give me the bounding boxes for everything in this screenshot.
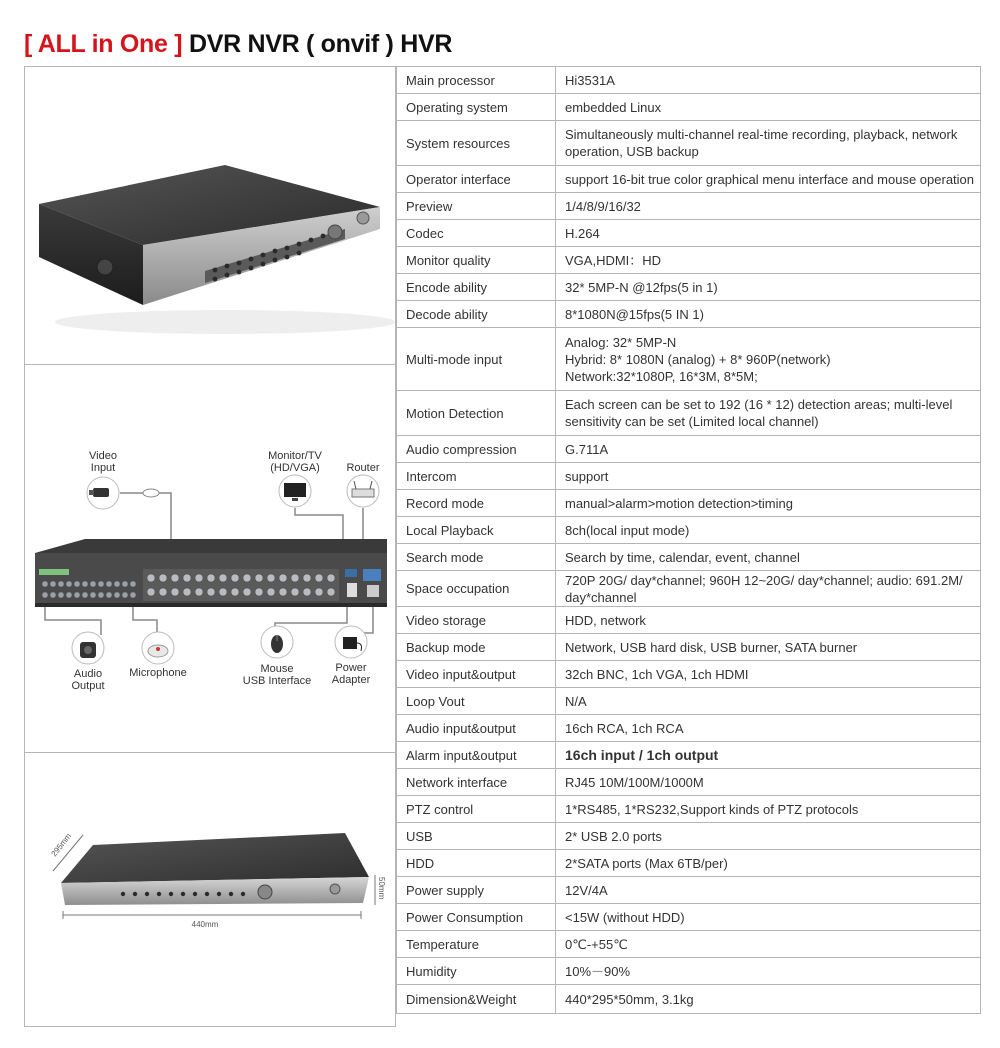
table-row bbox=[397, 436, 981, 463]
spec-label: Monitor quality bbox=[397, 247, 556, 274]
spec-label: Operating system bbox=[397, 94, 556, 121]
table-row bbox=[397, 688, 981, 715]
table-row bbox=[397, 220, 981, 247]
table-row bbox=[397, 193, 981, 220]
table-row bbox=[397, 769, 981, 796]
label-mouse-2: USB Interface bbox=[242, 675, 312, 687]
dvr-back-illustration bbox=[35, 539, 387, 607]
spec-value: 8ch(local input mode) bbox=[556, 517, 981, 544]
title-bracket: [ ALL in One ] bbox=[24, 30, 183, 58]
label-video-input-2: Input bbox=[90, 462, 116, 474]
label-power: Power bbox=[335, 662, 367, 674]
label-microphone: Microphone bbox=[129, 667, 187, 679]
table-row bbox=[397, 463, 981, 490]
spec-label: Local Playback bbox=[397, 517, 556, 544]
spec-label: Alarm input&output bbox=[397, 742, 556, 769]
mouse-icon bbox=[261, 626, 293, 658]
dim-depth: 295mm bbox=[49, 831, 74, 859]
spec-label: Space occupation bbox=[397, 571, 556, 607]
label-monitor: Monitor/TV bbox=[268, 450, 322, 462]
table-row bbox=[397, 490, 981, 517]
spec-label: Search mode bbox=[397, 544, 556, 571]
spec-label: Video input&output bbox=[397, 661, 556, 688]
device-front-panel bbox=[24, 66, 396, 365]
label-audio-output: Audio bbox=[73, 668, 103, 680]
spec-label: Intercom bbox=[397, 463, 556, 490]
table-row bbox=[397, 121, 981, 166]
speaker-icon bbox=[72, 632, 104, 664]
table-row bbox=[397, 607, 981, 634]
spec-value: manual>alarm>motion detection>timing bbox=[556, 490, 981, 517]
microphone-icon bbox=[142, 632, 174, 664]
spec-label: Power supply bbox=[397, 877, 556, 904]
spec-value: 32* 5MP-N @12fps(5 in 1) bbox=[556, 274, 981, 301]
connection-diagram-panel bbox=[24, 364, 396, 753]
spec-label: USB bbox=[397, 823, 556, 850]
spec-label: PTZ control bbox=[397, 796, 556, 823]
table-row bbox=[397, 823, 981, 850]
label-video-input: Video bbox=[89, 450, 117, 462]
table-row bbox=[397, 94, 981, 121]
table-row bbox=[397, 391, 981, 436]
product-images bbox=[24, 66, 396, 1026]
label-monitor-2: (HD/VGA) bbox=[270, 462, 320, 474]
table-row bbox=[397, 742, 981, 769]
label-power-2: Adapter bbox=[331, 674, 371, 686]
table-row bbox=[397, 715, 981, 742]
spec-value: Hi3531A bbox=[556, 67, 981, 94]
spec-value: 2*SATA ports (Max 6TB/per) bbox=[556, 850, 981, 877]
spec-value: embedded Linux bbox=[556, 94, 981, 121]
spec-value: Simultaneously multi-channel real-time recording, playback, network operation, USB backup bbox=[556, 121, 981, 166]
table-row bbox=[397, 166, 981, 193]
spec-value: 1*RS485, 1*RS232,Support kinds of PTZ protocols bbox=[556, 796, 981, 823]
spec-label: Codec bbox=[397, 220, 556, 247]
label-audio-output-2: Output bbox=[71, 680, 105, 692]
table-row bbox=[397, 985, 981, 1014]
spec-label: Audio input&output bbox=[397, 715, 556, 742]
table-row bbox=[397, 67, 981, 94]
table-row bbox=[397, 796, 981, 823]
spec-label: Motion Detection bbox=[397, 391, 556, 436]
spec-value: N/A bbox=[556, 688, 981, 715]
spec-value: HDD, network bbox=[556, 607, 981, 634]
spec-label: Audio compression bbox=[397, 436, 556, 463]
table-row bbox=[397, 958, 981, 985]
spec-value: 16ch RCA, 1ch RCA bbox=[556, 715, 981, 742]
spec-value: 0℃-+55℃ bbox=[556, 931, 981, 958]
table-row bbox=[397, 544, 981, 571]
spec-label: Record mode bbox=[397, 490, 556, 517]
table-row bbox=[397, 274, 981, 301]
spec-value: 16ch input / 1ch output bbox=[556, 742, 981, 769]
spec-table bbox=[396, 66, 981, 1014]
spec-label: Loop Vout bbox=[397, 688, 556, 715]
spec-value: Network, USB hard disk, USB burner, SATA burner bbox=[556, 634, 981, 661]
spec-label: HDD bbox=[397, 850, 556, 877]
spec-value: 2* USB 2.0 ports bbox=[556, 823, 981, 850]
connection-diagram bbox=[25, 365, 395, 752]
spec-value: 720P 20G/ day*channel; 960H 12~20G/ day*channel; audio: 691.2M/ day*channel bbox=[556, 571, 981, 607]
spec-value: H.264 bbox=[556, 220, 981, 247]
table-row bbox=[397, 328, 981, 391]
spec-value: 12V/4A bbox=[556, 877, 981, 904]
spec-value: 1/4/8/9/16/32 bbox=[556, 193, 981, 220]
spec-value: support 16-bit true color graphical menu interface and mouse operation bbox=[556, 166, 981, 193]
spec-label: Backup mode bbox=[397, 634, 556, 661]
spec-value: 8*1080N@15fps(5 IN 1) bbox=[556, 301, 981, 328]
camera-icon bbox=[87, 477, 119, 509]
spec-value: VGA,HDMI：HD bbox=[556, 247, 981, 274]
table-row bbox=[397, 931, 981, 958]
spec-value: Each screen can be set to 192 (16 * 12) detection areas; multi-level sensitivity can be set (Limited local channel) bbox=[556, 391, 981, 436]
table-row bbox=[397, 661, 981, 688]
table-row bbox=[397, 904, 981, 931]
spec-value: support bbox=[556, 463, 981, 490]
spec-value-line: Network:32*1080P, 16*3M, 8*5M; bbox=[565, 368, 758, 384]
spec-label: Humidity bbox=[397, 958, 556, 985]
dimensions-panel bbox=[24, 752, 396, 1027]
spec-label: Encode ability bbox=[397, 274, 556, 301]
monitor-icon bbox=[279, 475, 311, 507]
spec-label: Video storage bbox=[397, 607, 556, 634]
spec-label: Temperature bbox=[397, 931, 556, 958]
spec-label: Network interface bbox=[397, 769, 556, 796]
spec-value-line: Hybrid: 8* 1080N (analog) + 8* 960P(network) bbox=[565, 351, 831, 367]
spec-value: G.711A bbox=[556, 436, 981, 463]
power-adapter-icon bbox=[335, 626, 367, 658]
dimension-illustration bbox=[25, 753, 395, 1026]
spec-label: Multi-mode input bbox=[397, 328, 556, 391]
spec-label: Dimension&Weight bbox=[397, 985, 556, 1014]
spec-value: 440*295*50mm, 3.1kg bbox=[556, 985, 981, 1014]
dim-width: 440mm bbox=[191, 920, 219, 929]
table-row bbox=[397, 571, 981, 607]
label-mouse: Mouse bbox=[260, 663, 294, 675]
table-row bbox=[397, 634, 981, 661]
spec-label: Main processor bbox=[397, 67, 556, 94]
label-router: Router bbox=[346, 462, 380, 474]
spec-value bbox=[556, 328, 981, 391]
page-title bbox=[24, 28, 452, 60]
spec-label: Decode ability bbox=[397, 301, 556, 328]
table-row bbox=[397, 850, 981, 877]
table-row bbox=[397, 247, 981, 274]
dvr-front-illustration bbox=[25, 67, 395, 364]
spec-value: Search by time, calendar, event, channel bbox=[556, 544, 981, 571]
dim-height: 50mm bbox=[377, 877, 386, 900]
spec-label: System resources bbox=[397, 121, 556, 166]
spec-value: RJ45 10M/100M/1000M bbox=[556, 769, 981, 796]
spec-label: Preview bbox=[397, 193, 556, 220]
title-main: DVR NVR ( onvif ) HVR bbox=[188, 30, 453, 58]
router-icon bbox=[347, 475, 379, 507]
spec-value-line: Analog: 32* 5MP-N bbox=[565, 334, 677, 350]
spec-value: 10%－90% bbox=[556, 958, 981, 985]
spec-value: 32ch BNC, 1ch VGA, 1ch HDMI bbox=[556, 661, 981, 688]
table-row bbox=[397, 517, 981, 544]
spec-label: Power Consumption bbox=[397, 904, 556, 931]
spec-label: Operator interface bbox=[397, 166, 556, 193]
spec-value: <15W (without HDD) bbox=[556, 904, 981, 931]
table-row bbox=[397, 877, 981, 904]
table-row bbox=[397, 301, 981, 328]
